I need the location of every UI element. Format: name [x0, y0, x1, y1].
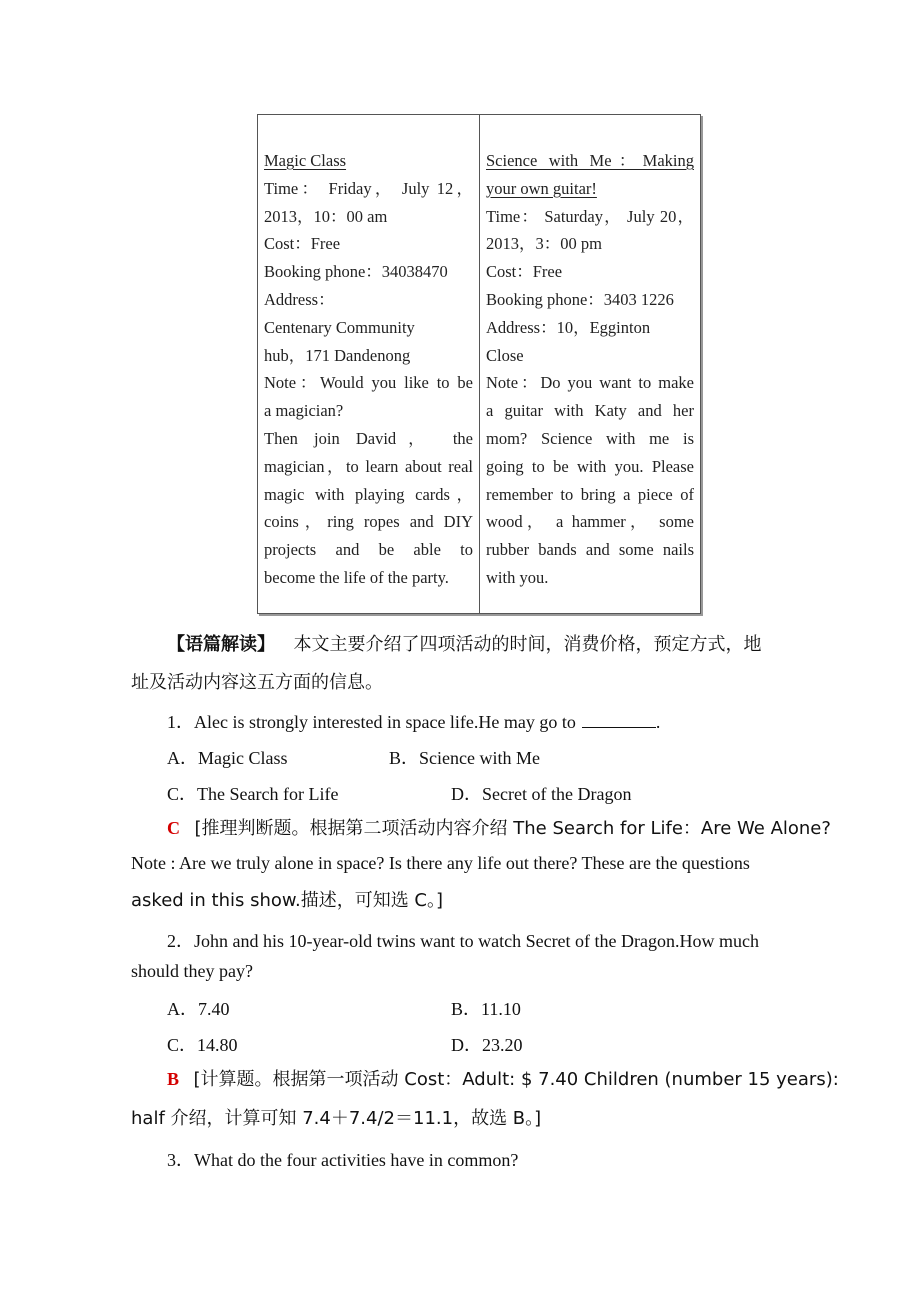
science-with-me-line: 2013，3：00 pm: [486, 234, 602, 254]
science-with-me-line: Close: [486, 345, 524, 365]
q1-stem-text: Alec is strongly interested in space life.He may go to: [194, 712, 576, 732]
q1-stem: [167, 708, 660, 734]
q3-number: 3．: [167, 1150, 194, 1170]
science-with-me-line: going to be with you. Please: [486, 456, 694, 476]
science-with-me-line: Note：Do you want to make: [486, 373, 694, 393]
science-with-me-line: Booking phone：3403 1226: [486, 289, 674, 309]
q2-stem-text: John and his 10-year-old twins want to watch Secret of the Dragon.How much: [194, 931, 760, 951]
analysis-line-2: 址及活动内容这五方面的信息。: [131, 672, 383, 693]
q2-stem-line-1: [167, 927, 759, 953]
q2-option-b: B．11.10: [451, 999, 521, 1019]
q2-option-c: C．14.80: [167, 1035, 238, 1055]
magic-class-line: projects and be able to: [264, 540, 473, 560]
science-with-me-line: Time： Saturday， July 20，: [486, 206, 694, 226]
magic-class-line: a magician?: [264, 401, 344, 421]
q3-stem: [167, 1146, 518, 1172]
q1-option-a: A．Magic Class: [167, 748, 288, 768]
science-with-me-line: your own guitar!: [486, 178, 597, 198]
science-with-me-line: wood， a hammer， some: [486, 512, 694, 532]
magic-class-line: 2013，10：00 am: [264, 206, 388, 226]
q2-option-a: A．7.40: [167, 999, 230, 1019]
magic-class-line: coins，ring ropes and DIY: [264, 512, 473, 532]
science-with-me-line: mom? Science with me is: [486, 428, 694, 448]
q2-stem-line-2: should they pay?: [131, 961, 253, 981]
activity-notice-table: [257, 114, 701, 614]
q1-option-d: D．Secret of the Dragon: [451, 784, 632, 804]
magic-class-line: Note：Would you like to be: [264, 373, 473, 393]
q1-explanation-line-1: [167, 814, 831, 840]
magic-class-line: Time： Friday， July 12，: [264, 178, 473, 198]
analysis-text-1: 本文主要介绍了四项活动的时间，消费价格，预定方式，地: [293, 634, 762, 655]
q1-explanation-line-3: asked in this show.描述，可知选 C。]: [131, 890, 444, 911]
magic-class-line: Address：: [264, 289, 335, 309]
q1-answer: C: [167, 818, 180, 838]
magic-class-line: hub，171 Dandenong: [264, 345, 411, 365]
q1-option-b: B．Science with Me: [389, 748, 540, 768]
magic-class-line: magician，to learn about real: [264, 456, 473, 476]
q1-exp-text-1: [推理判断题。根据第二项活动内容介绍 The Search for Life：Are We Alone?: [194, 818, 831, 839]
science-with-me-line: with you.: [486, 567, 549, 587]
q2-exp-text-1: [计算题。根据第一项活动 Cost：Adult: $ 7.40 Children (number 15 years):: [193, 1069, 839, 1090]
science-with-me-line: Science with Me：Making: [486, 151, 694, 170]
q2-answer: B: [167, 1069, 180, 1089]
magic-class-line: Cost：Free: [264, 234, 341, 254]
q2-number: 2．: [167, 931, 194, 951]
magic-class-line: become the life of the party.: [264, 567, 449, 587]
science-with-me-line: remember to bring a piece of: [486, 484, 694, 504]
science-with-me-column: [480, 115, 700, 613]
magic-class-line: magic with playing cards，: [264, 484, 473, 504]
magic-class-column: [258, 115, 480, 613]
q1-stem-end: .: [655, 712, 661, 732]
magic-class-line: Then join David， the: [264, 428, 473, 448]
q1-answer-blank: [582, 713, 656, 728]
magic-class-line: Magic Class: [264, 151, 347, 170]
q2-explanation-line-1: [167, 1065, 839, 1091]
analysis-line-1: [167, 630, 762, 656]
magic-class-line: Booking phone：34038470: [264, 262, 448, 282]
q1-option-c: C．The Search for Life: [167, 784, 339, 804]
science-with-me-line: rubber bands and some nails: [486, 540, 694, 560]
q2-option-d: D．23.20: [451, 1035, 523, 1055]
science-with-me-line: Address：10，Egginton: [486, 317, 651, 337]
q2-explanation-line-2: half 介绍，计算可知 7.4＋7.4/2＝11.1，故选 B。]: [131, 1108, 542, 1129]
q3-stem-text: What do the four activities have in common?: [194, 1150, 519, 1170]
science-with-me-line: Cost：Free: [486, 262, 563, 282]
q1-number: 1．: [167, 712, 194, 732]
analysis-label: 【语篇解读】: [167, 634, 275, 655]
magic-class-line: Centenary Community: [264, 317, 415, 337]
q1-explanation-line-2: Note : Are we truly alone in space? Is there any life out there? These are the questions: [131, 853, 750, 873]
science-with-me-line: a guitar with Katy and her: [486, 401, 694, 421]
